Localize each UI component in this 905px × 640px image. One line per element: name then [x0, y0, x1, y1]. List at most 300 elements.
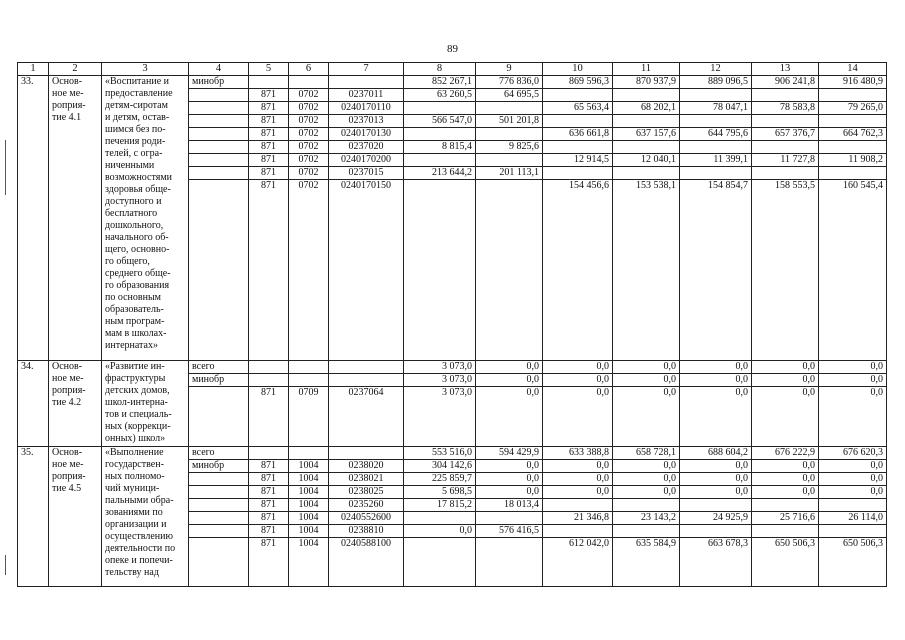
cell-col-5: 871 [249, 460, 289, 473]
cell-col-7: 0238021 [329, 473, 404, 486]
cell-col-13: 650 506,3 [752, 538, 819, 587]
cell-col-7: 0237011 [329, 89, 404, 102]
description-line: онных) школ» [105, 432, 166, 444]
cell-col-5: 871 [249, 180, 289, 361]
cell-col-8: 304 142,6 [404, 460, 476, 473]
description-line: ных (коррекци- [105, 420, 171, 432]
cell-col-8: 17 815,2 [404, 499, 476, 512]
cell-col-14: 0,0 [819, 460, 887, 473]
description-line: щего, основно- [105, 244, 170, 255]
cell-col-8: 553 516,0 [404, 447, 476, 460]
row-number: 35. [18, 447, 49, 587]
cell-col-13: 657 376,7 [752, 128, 819, 141]
cell-col-12: 0,0 [680, 460, 752, 473]
cell-col-9: 501 201,8 [476, 115, 543, 128]
row-number: 34. [18, 360, 49, 447]
cell-col-13 [752, 499, 819, 512]
cell-col-9: 576 416,5 [476, 525, 543, 538]
cell-col-14: 0,0 [819, 373, 887, 386]
cell-col-4 [189, 115, 249, 128]
cell-col-6: 1004 [289, 538, 329, 587]
cell-col-9: 0,0 [476, 360, 543, 373]
cell-col-10: 154 456,6 [543, 180, 613, 361]
cell-col-10 [543, 141, 613, 154]
cell-col-11: 12 040,1 [613, 154, 680, 167]
cell-col-11: 635 584,9 [613, 538, 680, 587]
cell-col-12: 24 925,9 [680, 512, 752, 525]
measure-line: роприя- [52, 471, 86, 482]
description-line: печения роди- [105, 136, 166, 147]
cell-col-6: 0702 [289, 128, 329, 141]
cell-col-14: 650 506,3 [819, 538, 887, 587]
column-header: 8 [404, 63, 476, 76]
cell-col-13: 0,0 [752, 373, 819, 386]
cell-col-8: 225 859,7 [404, 473, 476, 486]
measure-line: Основ- [52, 360, 83, 372]
cell-col-12: 78 047,1 [680, 102, 752, 115]
description-line: го образования [105, 280, 170, 291]
cell-col-8: 3 073,0 [404, 386, 476, 447]
cell-col-14: 160 545,4 [819, 180, 887, 361]
description-line: тельству над [105, 567, 159, 578]
cell-col-9: 201 113,1 [476, 167, 543, 180]
budget-table [17, 62, 887, 587]
description-line: здоровья обще- [105, 184, 171, 195]
cell-col-4 [189, 486, 249, 499]
cell-col-4 [189, 167, 249, 180]
cell-col-4: минобр [189, 76, 249, 89]
cell-col-12 [680, 525, 752, 538]
cell-col-6: 0702 [289, 115, 329, 128]
cell-col-6: 1004 [289, 460, 329, 473]
cell-col-9: 0,0 [476, 473, 543, 486]
description-line: го общего, [105, 256, 150, 267]
cell-col-12 [680, 499, 752, 512]
description-line: мам в школах- [105, 328, 167, 339]
cell-col-11: 153 538,1 [613, 180, 680, 361]
cell-col-10: 12 914,5 [543, 154, 613, 167]
cell-col-11 [613, 167, 680, 180]
cell-col-13 [752, 167, 819, 180]
cell-col-13: 78 583,8 [752, 102, 819, 115]
cell-col-5: 871 [249, 115, 289, 128]
measure-line: тие 4.1 [52, 112, 82, 123]
cell-col-14: 0,0 [819, 360, 887, 373]
cell-col-9: 18 013,4 [476, 499, 543, 512]
cell-col-13: 676 222,9 [752, 447, 819, 460]
description-line: начального об- [105, 232, 169, 243]
cell-col-6: 1004 [289, 499, 329, 512]
description-line: интернатах» [105, 340, 158, 351]
cell-col-6: 0702 [289, 167, 329, 180]
cell-col-13: 0,0 [752, 473, 819, 486]
cell-col-4 [189, 499, 249, 512]
cell-col-6: 1004 [289, 473, 329, 486]
cell-col-14 [819, 89, 887, 102]
cell-col-9 [476, 128, 543, 141]
cell-col-11: 0,0 [613, 460, 680, 473]
description-line: организации и [105, 519, 167, 530]
description-line: зованиями по [105, 507, 163, 518]
cell-col-10 [543, 89, 613, 102]
cell-col-4: минобр [189, 373, 249, 386]
cell-col-5 [249, 373, 289, 386]
cell-col-4 [189, 128, 249, 141]
cell-col-4 [189, 525, 249, 538]
description-line: возможностями [105, 172, 173, 183]
cell-col-12: 11 399,1 [680, 154, 752, 167]
measure-line: ное ме- [52, 88, 84, 99]
cell-col-5: 871 [249, 89, 289, 102]
cell-col-7: 0240170150 [329, 180, 404, 361]
cell-col-5: 871 [249, 499, 289, 512]
cell-col-13 [752, 89, 819, 102]
column-header: 4 [189, 63, 249, 76]
measure-name [49, 76, 102, 361]
cell-col-5: 871 [249, 386, 289, 447]
cell-col-7: 0240170130 [329, 128, 404, 141]
measure-line: Основ- [52, 447, 83, 458]
table-body [18, 76, 887, 587]
cell-col-4: минобр [189, 460, 249, 473]
description-line: «Воспитание и [105, 76, 169, 87]
cell-col-11: 0,0 [613, 386, 680, 447]
description-line: пальными обра- [105, 495, 174, 506]
description-line: образователь- [105, 304, 164, 315]
cell-col-12 [680, 167, 752, 180]
cell-col-4 [189, 180, 249, 361]
column-header: 6 [289, 63, 329, 76]
cell-col-9: 9 825,6 [476, 141, 543, 154]
cell-col-4: всего [189, 360, 249, 373]
cell-col-14: 916 480,9 [819, 76, 887, 89]
cell-col-14: 26 114,0 [819, 512, 887, 525]
cell-col-8: 8 815,4 [404, 141, 476, 154]
cell-col-10 [543, 499, 613, 512]
description-line: дошкольного, [105, 220, 164, 231]
cell-col-13: 0,0 [752, 486, 819, 499]
description-line: тов и специаль- [105, 408, 172, 420]
measure-line: роприя- [52, 100, 86, 111]
description-line: среднего обще- [105, 268, 171, 279]
column-header: 1 [18, 63, 49, 76]
cell-col-13: 158 553,5 [752, 180, 819, 361]
cell-col-10: 65 563,4 [543, 102, 613, 115]
cell-col-5: 871 [249, 525, 289, 538]
description-line: и детям, остав- [105, 112, 170, 123]
cell-col-11: 23 143,2 [613, 512, 680, 525]
cell-col-14: 11 908,2 [819, 154, 887, 167]
cell-col-4 [189, 102, 249, 115]
cell-col-5: 871 [249, 512, 289, 525]
cell-col-6 [289, 373, 329, 386]
cell-col-13: 0,0 [752, 386, 819, 447]
column-header: 3 [102, 63, 189, 76]
description-line: доступного и [105, 196, 162, 207]
cell-col-12 [680, 115, 752, 128]
cell-col-6: 0702 [289, 89, 329, 102]
cell-col-14 [819, 499, 887, 512]
cell-col-10 [543, 525, 613, 538]
cell-col-10: 612 042,0 [543, 538, 613, 587]
cell-col-7 [329, 373, 404, 386]
cell-col-6: 1004 [289, 525, 329, 538]
column-header: 12 [680, 63, 752, 76]
cell-col-4 [189, 386, 249, 447]
column-header: 11 [613, 63, 680, 76]
cell-col-8: 852 267,1 [404, 76, 476, 89]
cell-col-9: 0,0 [476, 460, 543, 473]
measure-description [102, 447, 189, 587]
cell-col-5: 871 [249, 473, 289, 486]
description-line: ных полномо- [105, 471, 165, 482]
page-number: 89 [447, 43, 458, 55]
cell-col-7: 0240170110 [329, 102, 404, 115]
measure-line: роприя- [52, 384, 86, 396]
cell-col-12: 663 678,3 [680, 538, 752, 587]
measure-line: тие 4.2 [52, 396, 82, 408]
cell-col-5: 871 [249, 141, 289, 154]
cell-col-11 [613, 499, 680, 512]
column-header: 5 [249, 63, 289, 76]
cell-col-8: 213 644,2 [404, 167, 476, 180]
cell-col-6 [289, 76, 329, 89]
measure-line: ное ме- [52, 372, 84, 384]
cell-col-8 [404, 102, 476, 115]
cell-col-8: 63 260,5 [404, 89, 476, 102]
measure-description [102, 76, 189, 361]
description-line: телей, с огра- [105, 148, 163, 159]
cell-col-12: 0,0 [680, 473, 752, 486]
cell-col-11: 637 157,6 [613, 128, 680, 141]
cell-col-14: 79 265,0 [819, 102, 887, 115]
measure-name [49, 360, 102, 447]
cell-col-7 [329, 76, 404, 89]
cell-col-6: 1004 [289, 486, 329, 499]
cell-col-7: 0238020 [329, 460, 404, 473]
cell-col-12: 0,0 [680, 486, 752, 499]
description-line: осуществлению [105, 531, 173, 542]
description-line: ниченными [105, 160, 155, 171]
cell-col-7: 0240588100 [329, 538, 404, 587]
scan-edge-mark [5, 555, 6, 575]
cell-col-7: 0238810 [329, 525, 404, 538]
cell-col-12 [680, 141, 752, 154]
cell-col-7: 0237064 [329, 386, 404, 447]
cell-col-13 [752, 115, 819, 128]
cell-col-14 [819, 525, 887, 538]
cell-col-7: 0238025 [329, 486, 404, 499]
cell-col-9: 0,0 [476, 373, 543, 386]
cell-col-4 [189, 512, 249, 525]
cell-col-5: 871 [249, 154, 289, 167]
cell-col-10 [543, 167, 613, 180]
cell-col-10: 636 661,8 [543, 128, 613, 141]
column-header: 9 [476, 63, 543, 76]
cell-col-4 [189, 89, 249, 102]
cell-col-11 [613, 141, 680, 154]
cell-col-6: 0702 [289, 141, 329, 154]
cell-col-13: 11 727,8 [752, 154, 819, 167]
cell-col-7 [329, 360, 404, 373]
cell-col-5: 871 [249, 167, 289, 180]
column-header: 10 [543, 63, 613, 76]
column-header: 7 [329, 63, 404, 76]
table-row [18, 447, 887, 460]
cell-col-6 [289, 447, 329, 460]
cell-col-7: 0237015 [329, 167, 404, 180]
cell-col-11: 0,0 [613, 473, 680, 486]
cell-col-4 [189, 141, 249, 154]
scan-edge-mark [5, 140, 6, 195]
measure-line: Основ- [52, 76, 83, 87]
cell-col-13 [752, 141, 819, 154]
cell-col-9 [476, 180, 543, 361]
cell-col-6: 0702 [289, 180, 329, 361]
cell-col-12: 154 854,7 [680, 180, 752, 361]
cell-col-4 [189, 154, 249, 167]
cell-col-7: 0235260 [329, 499, 404, 512]
cell-col-8: 5 698,5 [404, 486, 476, 499]
cell-col-10: 869 596,3 [543, 76, 613, 89]
cell-col-14: 664 762,3 [819, 128, 887, 141]
cell-col-7: 0240552600 [329, 512, 404, 525]
cell-col-11: 0,0 [613, 373, 680, 386]
description-line: фраструктуры [105, 372, 166, 384]
description-line: государствен- [105, 459, 164, 470]
cell-col-13: 25 716,6 [752, 512, 819, 525]
column-header: 14 [819, 63, 887, 76]
cell-col-10: 0,0 [543, 460, 613, 473]
cell-col-9: 0,0 [476, 486, 543, 499]
cell-col-12 [680, 89, 752, 102]
cell-col-8 [404, 538, 476, 587]
cell-col-6 [289, 360, 329, 373]
cell-col-8: 0,0 [404, 525, 476, 538]
cell-col-9 [476, 538, 543, 587]
cell-col-7: 0240170200 [329, 154, 404, 167]
header-row [18, 63, 887, 76]
cell-col-12: 688 604,2 [680, 447, 752, 460]
cell-col-14 [819, 167, 887, 180]
cell-col-14: 0,0 [819, 386, 887, 447]
cell-col-7: 0237020 [329, 141, 404, 154]
table-row [18, 76, 887, 89]
measure-line: тие 4.5 [52, 483, 82, 494]
cell-col-13: 906 241,8 [752, 76, 819, 89]
cell-col-10: 0,0 [543, 373, 613, 386]
measure-name [49, 447, 102, 587]
cell-col-9 [476, 154, 543, 167]
description-line: «Развитие ин- [105, 360, 165, 372]
cell-col-11 [613, 525, 680, 538]
cell-col-10: 0,0 [543, 360, 613, 373]
cell-col-14 [819, 115, 887, 128]
cell-col-8 [404, 180, 476, 361]
cell-col-10: 0,0 [543, 386, 613, 447]
measure-line: ное ме- [52, 459, 84, 470]
cell-col-6: 0702 [289, 102, 329, 115]
cell-col-11: 68 202,1 [613, 102, 680, 115]
cell-col-11: 0,0 [613, 360, 680, 373]
cell-col-10: 0,0 [543, 473, 613, 486]
cell-col-6: 0709 [289, 386, 329, 447]
cell-col-8 [404, 154, 476, 167]
description-line: по основным [105, 292, 162, 303]
description-line: «Выполнение [105, 447, 164, 458]
cell-col-5: 871 [249, 538, 289, 587]
description-line: детских домов, [105, 384, 170, 396]
description-line: школ-интерна- [105, 396, 168, 408]
cell-col-5: 871 [249, 486, 289, 499]
cell-col-4 [189, 473, 249, 486]
cell-col-14: 676 620,3 [819, 447, 887, 460]
cell-col-10: 633 388,8 [543, 447, 613, 460]
cell-col-10: 0,0 [543, 486, 613, 499]
column-header: 2 [49, 63, 102, 76]
cell-col-12: 0,0 [680, 386, 752, 447]
description-line: шимся без по- [105, 124, 166, 135]
cell-col-6: 0702 [289, 154, 329, 167]
cell-col-13 [752, 525, 819, 538]
cell-col-8 [404, 512, 476, 525]
cell-col-4 [189, 538, 249, 587]
description-line: бесплатного [105, 208, 158, 219]
description-line: деятельности по [105, 543, 176, 554]
cell-col-8: 566 547,0 [404, 115, 476, 128]
cell-col-14 [819, 141, 887, 154]
row-number: 33. [18, 76, 49, 361]
cell-col-10 [543, 115, 613, 128]
cell-col-14: 0,0 [819, 486, 887, 499]
cell-col-11: 658 728,1 [613, 447, 680, 460]
column-header: 13 [752, 63, 819, 76]
description-line: опеке и попечи- [105, 555, 173, 566]
cell-col-9: 64 695,5 [476, 89, 543, 102]
cell-col-5 [249, 76, 289, 89]
cell-col-5 [249, 360, 289, 373]
cell-col-12: 644 795,6 [680, 128, 752, 141]
cell-col-9: 776 836,0 [476, 76, 543, 89]
cell-col-4: всего [189, 447, 249, 460]
cell-col-11: 0,0 [613, 486, 680, 499]
description-line: детям-сиротам [105, 100, 168, 111]
description-line: ным програм- [105, 316, 165, 327]
cell-col-8: 3 073,0 [404, 373, 476, 386]
cell-col-13: 0,0 [752, 360, 819, 373]
cell-col-9: 0,0 [476, 386, 543, 447]
cell-col-5: 871 [249, 102, 289, 115]
cell-col-12: 0,0 [680, 373, 752, 386]
cell-col-7: 0237013 [329, 115, 404, 128]
cell-col-9 [476, 512, 543, 525]
cell-col-11 [613, 89, 680, 102]
description-line: предоставление [105, 88, 173, 99]
cell-col-9 [476, 102, 543, 115]
cell-col-5: 871 [249, 128, 289, 141]
cell-col-13: 0,0 [752, 460, 819, 473]
cell-col-12: 889 096,5 [680, 76, 752, 89]
cell-col-11 [613, 115, 680, 128]
cell-col-5 [249, 447, 289, 460]
cell-col-14: 0,0 [819, 473, 887, 486]
cell-col-8 [404, 128, 476, 141]
cell-col-7 [329, 447, 404, 460]
table-row [18, 360, 887, 373]
cell-col-10: 21 346,8 [543, 512, 613, 525]
cell-col-11: 870 937,9 [613, 76, 680, 89]
cell-col-9: 594 429,9 [476, 447, 543, 460]
